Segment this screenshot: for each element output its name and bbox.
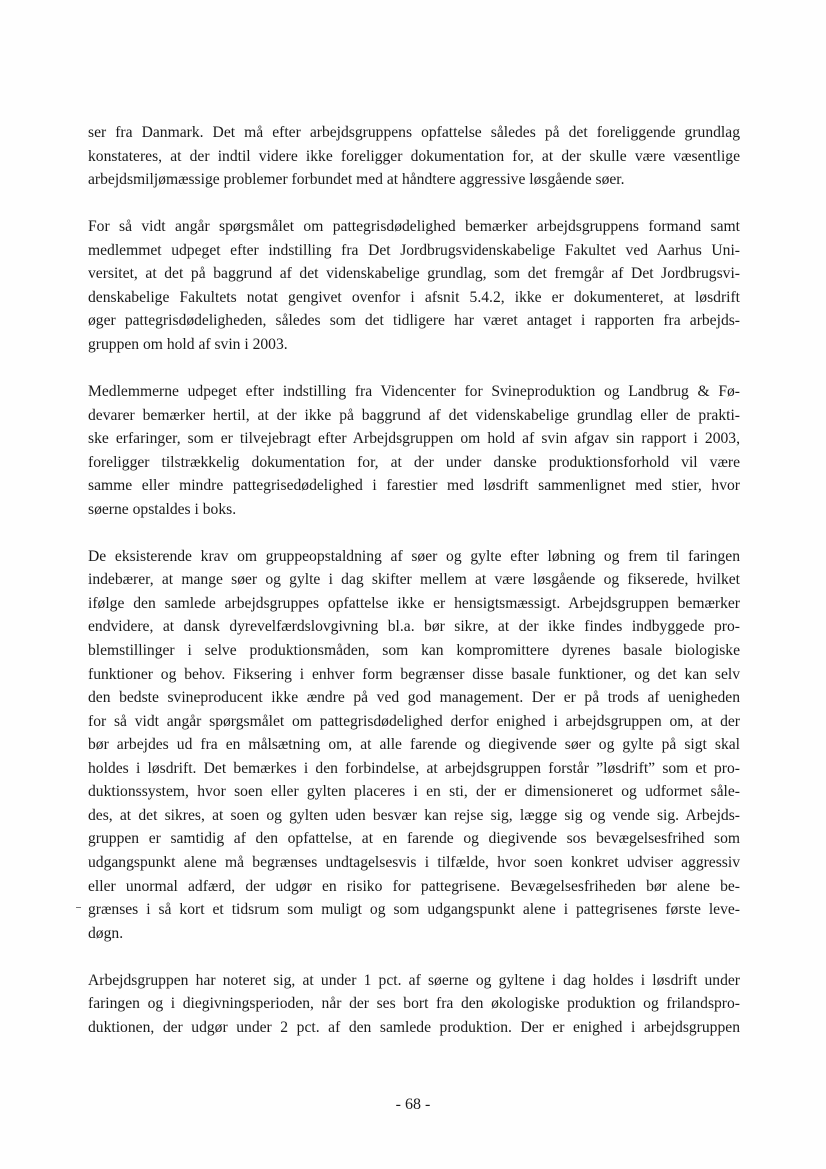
- text-line: foreligger tilstrækkelig dokumentation for, at der under danske produktionsforhold vil være: [88, 453, 740, 471]
- text-line: endvidere, at dansk dyrevelfærdslovgivning bl.a. bør sikre, at der ikke findes indbyggede pro-: [88, 618, 740, 636]
- text-line: den bedste svineproducent ikke ændre på ved god management. Der er på trods af uenigheden: [88, 689, 740, 707]
- text-line: eller unormal adfærd, der udgør en risiko for pattegrisene. Bevægelsesfriheden bør alene be-: [88, 877, 740, 895]
- text-line: Arbejdsgruppen har noteret sig, at under 1 pct. af søerne og gyltene i dag holdes i løsdrift under: [88, 971, 740, 989]
- paragraph-5: [88, 969, 740, 1040]
- scan-artifact: [76, 907, 81, 908]
- text-line: ser fra Danmark. Det må efter arbejdsgruppens opfattelse således på det foreliggende grundlag: [88, 124, 740, 141]
- text-line: øger pattegrisdødeligheden, således som det tidligere har været antaget i rapporten fra arbejds-: [88, 312, 740, 330]
- paragraph-1: [88, 121, 740, 192]
- text-line: des, at det sikres, at soen og gylten uden besvær kan rejse sig, lægge sig og vende sig. Arbejds-: [88, 806, 740, 824]
- text-line: medlemmet udpeget efter indstilling fra Det Jordbrugsvidenskabelige Fakultet ved Aarhus Uni-: [88, 241, 740, 259]
- text-line: grænses i så kort et tidsrum som muligt og som udgangspunkt alene i pattegrisenes første leve-: [88, 901, 740, 919]
- text-line: døgn.: [88, 924, 124, 942]
- text-line: versitet, at det på baggrund af det videnskabelige grundlag, som det fremgår af Det Jordbrugsvi-: [88, 265, 740, 283]
- text-line: Medlemmerne udpeget efter indstilling fra Videncenter for Svineproduktion og Landbrug & Fø-: [88, 383, 740, 401]
- text-line: denskabelige Fakultets notat gengivet ovenfor i afsnit 5.4.2, ikke er dokumenteret, at løsdrift: [88, 288, 740, 306]
- text-line: For så vidt angår spørgsmålet om pattegrisdødelighed bemærker arbejdsgruppens formand samt: [88, 218, 740, 236]
- text-line: samme eller mindre pattegrisedødelighed i farestier med løsdrift sammenlignet med stier, hvor: [88, 477, 740, 495]
- text-line: for så vidt angår spørgsmålet om pattegrisdødelighed derfor enighed i arbejdsgruppen om, at der: [88, 712, 740, 730]
- page-number: - 68 -: [395, 1096, 431, 1113]
- text-line: konstateres, at der indtil videre ikke foreligger dokumentation for, at der skulle være væsentlige: [88, 147, 740, 165]
- text-line: funktioner og behov. Fiksering i enhver form begrænser disse basale funktioner, og det kan selv: [88, 665, 740, 683]
- text-line: blemstillinger i selve produktionsmåden, som kan kompromittere dyrenes basale biologiske: [88, 642, 740, 660]
- text-line: gruppen er samtidig af den opfattelse, at en farende og diegivende sos bevægelsesfrihed som: [88, 830, 740, 848]
- text-line: bør arbejdes ud fra en målsætning om, at alle farende og diegivende søer og gylte på sigt skal: [88, 736, 740, 754]
- text-line: holdes i løsdrift. Det bemærkes i den forbindelse, at arbejdsgruppen forstår ”løsdrift” som et pro-: [88, 759, 740, 777]
- body-text: [88, 121, 740, 1063]
- text-line: ifølge den samlede arbejdsgruppes opfattelse ikke er hensigtsmæssigt. Arbejdsgruppen bemærker: [88, 594, 740, 612]
- paragraph-3: [88, 380, 740, 521]
- text-line: duktionssystem, hvor soen eller gylten placeres i en sti, der er dimensioneret og udformet såle-: [88, 783, 740, 801]
- text-line: faringen og i diegivningsperioden, når der ses bort fra den økologiske produktion og frilandspro-: [88, 995, 740, 1013]
- text-line: ske erfaringer, som er tilvejebragt efter Arbejdsgruppen om hold af svin afgav sin rapport i 2003,: [88, 430, 740, 448]
- paragraph-2: [88, 215, 740, 356]
- paragraph-4: [88, 545, 740, 945]
- text-line: devarer bemærker hertil, at der ikke på baggrund af det videnskabelige grundlag eller de prakti-: [88, 406, 740, 424]
- text-line: duktionen, der udgør under 2 pct. af den samlede produktion. Der er enighed i arbejdsgruppen: [88, 1018, 740, 1036]
- text-line: udgangspunkt alene må begrænses undtagelsesvis i tilfælde, hvor soen konkret udviser aggressiv: [88, 853, 740, 871]
- text-line: gruppen om hold af svin i 2003.: [88, 335, 288, 353]
- text-line: De eksisterende krav om gruppeopstaldning af søer og gylte efter løbning og frem til faringen: [88, 547, 740, 565]
- text-line: søerne opstaldes i boks.: [88, 500, 237, 518]
- text-line: arbejdsmiljømæssige problemer forbundet med at håndtere aggressive løsgående søer.: [88, 171, 625, 189]
- text-line: indebærer, at mange søer og gylte i dag skifter mellem at være løsgående og fikserede, hvilket: [88, 571, 740, 589]
